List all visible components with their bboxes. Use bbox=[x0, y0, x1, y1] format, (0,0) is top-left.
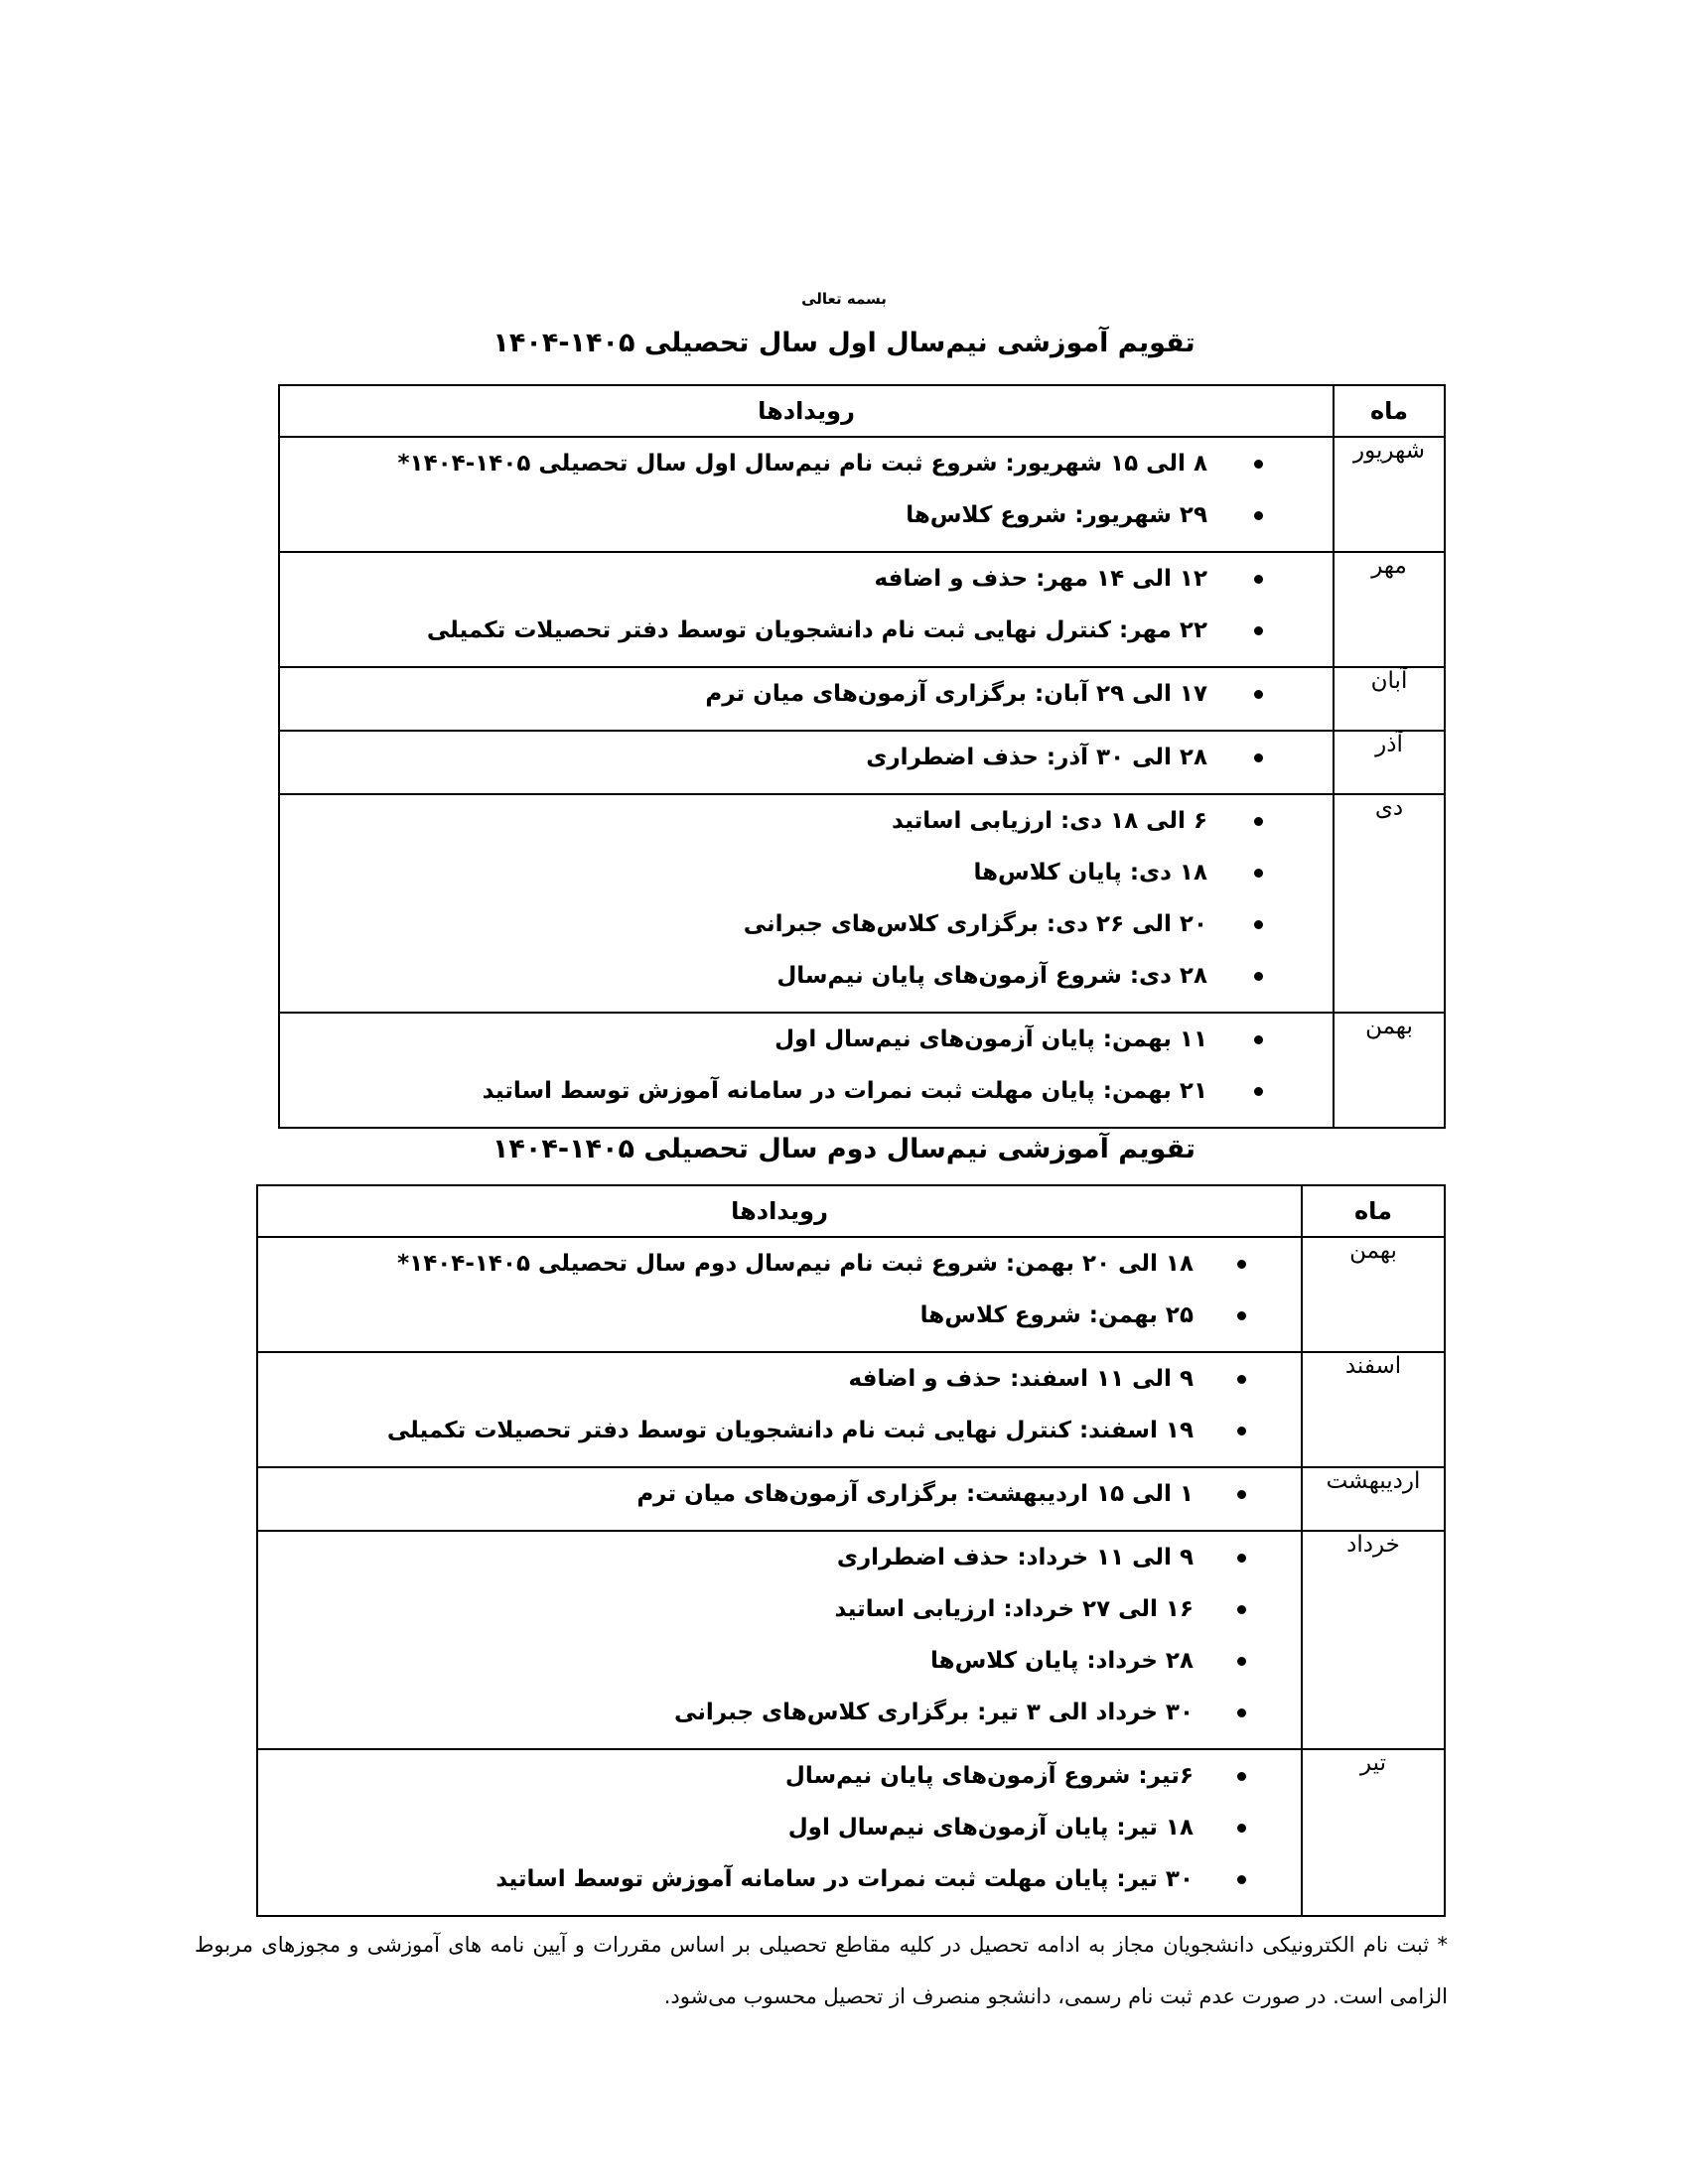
event-list bbox=[280, 438, 1333, 551]
event-list bbox=[258, 1468, 1301, 1530]
month-header: ماه bbox=[1302, 1185, 1445, 1237]
event-list bbox=[258, 1532, 1301, 1748]
bullet-icon bbox=[1237, 1772, 1246, 1781]
event-text: ۳۰ تیر: پایان مهلت ثبت نمرات در سامانه آموزش توسط اساتید bbox=[495, 1866, 1194, 1892]
event-list bbox=[258, 1353, 1301, 1466]
footnote: * ثبت نام الکترونیکی دانشجویان مجاز به ادامه تحصیل در کلیه مقاطع تحصیلی بر اساس مقررات و آیین نامه های آموزشی و مجوزهای مربوط الزامی است. در صورت عدم ثبت نام رسمی، دانشجو منصرف از تحصیل محسوب می‌شود. bbox=[195, 1933, 1448, 2008]
table-row bbox=[279, 794, 1445, 1013]
events-cell bbox=[279, 794, 1334, 1013]
event-text: ۲۰ الی ۲۶ دی: برگزاری کلاس‌های جبرانی bbox=[743, 911, 1207, 937]
list-item bbox=[280, 851, 1333, 902]
bullet-icon bbox=[1254, 920, 1263, 929]
bullet-icon bbox=[1237, 1260, 1246, 1269]
list-item bbox=[280, 902, 1333, 954]
bullet-icon bbox=[1254, 690, 1263, 699]
bullet-icon bbox=[1237, 1824, 1246, 1833]
event-list bbox=[258, 1238, 1301, 1351]
event-list bbox=[280, 795, 1333, 1012]
list-item bbox=[280, 493, 1333, 545]
list-item bbox=[280, 672, 1333, 724]
list-item bbox=[280, 442, 1333, 493]
event-text: ۱۶ الی ۲۷ خرداد: ارزیابی اساتید bbox=[834, 1596, 1194, 1622]
list-item bbox=[280, 1069, 1333, 1121]
month-cell: آبان bbox=[1334, 667, 1445, 731]
event-list bbox=[280, 553, 1333, 666]
bullet-icon bbox=[1237, 1605, 1246, 1614]
event-text: ۱۸ دی: پایان کلاس‌ها bbox=[973, 860, 1207, 886]
event-text: ۱۱ بهمن: پایان آزمون‌های نیم‌سال اول bbox=[774, 1026, 1207, 1052]
first-semester-table bbox=[278, 384, 1446, 1129]
events-cell bbox=[257, 1352, 1302, 1467]
list-item bbox=[258, 1536, 1301, 1587]
table-row bbox=[257, 1749, 1445, 1916]
event-text: ۱۸ تیر: پایان آزمون‌های نیم‌سال اول bbox=[787, 1815, 1194, 1841]
bullet-icon bbox=[1237, 1311, 1246, 1320]
bullet-icon bbox=[1237, 1375, 1246, 1384]
events-cell bbox=[279, 437, 1334, 552]
table1-title: تقویم آموزشی نیم‌سال اول سال تحصیلی ۱۴۰۵-۱۴۰۴ bbox=[492, 328, 1196, 358]
events-cell bbox=[257, 1237, 1302, 1352]
table-row bbox=[279, 552, 1445, 667]
bullet-icon bbox=[1254, 626, 1263, 635]
event-text: ۱۲ الی ۱۴ مهر: حذف و اضافه bbox=[874, 566, 1207, 592]
table-row bbox=[279, 667, 1445, 731]
event-list bbox=[258, 1750, 1301, 1915]
event-text: ۶تیر: شروع آزمون‌های پایان نیم‌سال bbox=[784, 1763, 1194, 1789]
month-cell: بهمن bbox=[1302, 1237, 1445, 1352]
list-item bbox=[258, 1472, 1301, 1524]
event-text: ۱ الی ۱۵ اردیبهشت: برگزاری آزمون‌های میان ترم bbox=[636, 1481, 1194, 1507]
events-cell bbox=[257, 1467, 1302, 1531]
bullet-icon bbox=[1254, 869, 1263, 878]
list-item bbox=[258, 1409, 1301, 1460]
list-item bbox=[258, 1691, 1301, 1742]
event-text: ۱۹ اسفند: کنترل نهایی ثبت نام دانشجویان توسط دفتر تحصیلات تکمیلی bbox=[386, 1418, 1194, 1443]
bullet-icon bbox=[1254, 972, 1263, 981]
bismillah-header: بسمه تعالی bbox=[801, 290, 887, 308]
events-cell bbox=[279, 667, 1334, 731]
second-semester-table bbox=[256, 1184, 1446, 1917]
events-cell bbox=[279, 731, 1334, 794]
month-cell: آذر bbox=[1334, 731, 1445, 794]
event-list bbox=[280, 668, 1333, 730]
month-cell: شهریور bbox=[1334, 437, 1445, 552]
list-item bbox=[258, 1806, 1301, 1857]
month-header: ماه bbox=[1334, 385, 1445, 437]
bullet-icon bbox=[1254, 575, 1263, 584]
bullet-icon bbox=[1254, 1035, 1263, 1044]
month-cell: خرداد bbox=[1302, 1531, 1445, 1749]
events-cell bbox=[257, 1531, 1302, 1749]
table-header-row bbox=[279, 385, 1445, 437]
events-cell bbox=[257, 1749, 1302, 1916]
event-text: ۲۱ بهمن: پایان مهلت ثبت نمرات در سامانه آموزش توسط اساتید bbox=[482, 1078, 1207, 1104]
bullet-icon bbox=[1254, 1087, 1263, 1096]
month-cell: بهمن bbox=[1334, 1013, 1445, 1128]
month-cell: دی bbox=[1334, 794, 1445, 1013]
list-item bbox=[258, 1754, 1301, 1806]
event-text: ۶ الی ۱۸ دی: ارزیابی اساتید bbox=[891, 808, 1207, 834]
list-item bbox=[280, 799, 1333, 851]
list-item bbox=[280, 557, 1333, 609]
event-text: ۱۸ الی ۲۰ بهمن: شروع ثبت نام نیم‌سال دوم سال تحصیلی ۱۴۰۵-۱۴۰۴* bbox=[397, 1251, 1194, 1277]
event-list bbox=[280, 1014, 1333, 1127]
events-header: رویدادها bbox=[257, 1185, 1302, 1237]
event-text: ۲۸ خرداد: پایان کلاس‌ها bbox=[929, 1648, 1194, 1674]
bullet-icon bbox=[1254, 817, 1263, 826]
bullet-icon bbox=[1237, 1708, 1246, 1717]
bullet-icon bbox=[1237, 1427, 1246, 1435]
list-item bbox=[258, 1857, 1301, 1909]
table2-title: تقویم آموزشی نیم‌سال دوم سال تحصیلی ۱۴۰۵-۱۴۰۴ bbox=[492, 1134, 1196, 1164]
bullet-icon bbox=[1254, 460, 1263, 469]
list-item bbox=[258, 1242, 1301, 1294]
event-text: ۲۸ دی: شروع آزمون‌های پایان نیم‌سال bbox=[776, 963, 1207, 989]
table-row bbox=[257, 1531, 1445, 1749]
event-text: ۲۵ بهمن: شروع کلاس‌ها bbox=[919, 1302, 1194, 1328]
bullet-icon bbox=[1237, 1490, 1246, 1499]
table-row bbox=[257, 1237, 1445, 1352]
bullet-icon bbox=[1254, 511, 1263, 520]
list-item bbox=[258, 1357, 1301, 1409]
bullet-icon bbox=[1254, 753, 1263, 762]
event-text: ۱۷ الی ۲۹ آبان: برگزاری آزمون‌های میان ترم bbox=[705, 681, 1207, 707]
list-item bbox=[280, 954, 1333, 1006]
month-cell: اسفند bbox=[1302, 1352, 1445, 1467]
list-item bbox=[280, 1018, 1333, 1069]
list-item bbox=[280, 736, 1333, 787]
list-item bbox=[258, 1639, 1301, 1691]
table-header-row bbox=[257, 1185, 1445, 1237]
event-text: ۳۰ خرداد الی ۳ تیر: برگزاری کلاس‌های جبرانی bbox=[673, 1700, 1194, 1725]
table-row bbox=[257, 1467, 1445, 1531]
list-item bbox=[280, 609, 1333, 660]
bullet-icon bbox=[1237, 1554, 1246, 1563]
month-cell: مهر bbox=[1334, 552, 1445, 667]
month-cell: اردیبهشت bbox=[1302, 1467, 1445, 1531]
event-text: ۲۲ مهر: کنترل نهایی ثبت نام دانشجویان توسط دفتر تحصیلات تکمیلی bbox=[426, 617, 1207, 643]
month-cell: تیر bbox=[1302, 1749, 1445, 1916]
bullet-icon bbox=[1237, 1875, 1246, 1884]
events-cell bbox=[279, 1013, 1334, 1128]
event-list bbox=[280, 732, 1333, 793]
events-cell bbox=[279, 552, 1334, 667]
event-text: ۹ الی ۱۱ خرداد: حذف اضطراری bbox=[836, 1545, 1194, 1570]
table-row bbox=[279, 1013, 1445, 1128]
table-row bbox=[279, 731, 1445, 794]
event-text: ۲۸ الی ۳۰ آذر: حذف اضطراری bbox=[866, 745, 1207, 770]
table-row bbox=[257, 1352, 1445, 1467]
events-header: رویدادها bbox=[279, 385, 1334, 437]
list-item bbox=[258, 1294, 1301, 1345]
event-text: ۸ الی ۱۵ شهریور: شروع ثبت نام نیم‌سال اول سال تحصیلی ۱۴۰۵-۱۴۰۴* bbox=[397, 451, 1207, 477]
event-text: ۹ الی ۱۱ اسفند: حذف و اضافه bbox=[848, 1366, 1194, 1392]
event-text: ۲۹ شهریور: شروع کلاس‌ها bbox=[906, 502, 1207, 528]
table-row bbox=[279, 437, 1445, 552]
list-item bbox=[258, 1587, 1301, 1639]
bullet-icon bbox=[1237, 1657, 1246, 1666]
